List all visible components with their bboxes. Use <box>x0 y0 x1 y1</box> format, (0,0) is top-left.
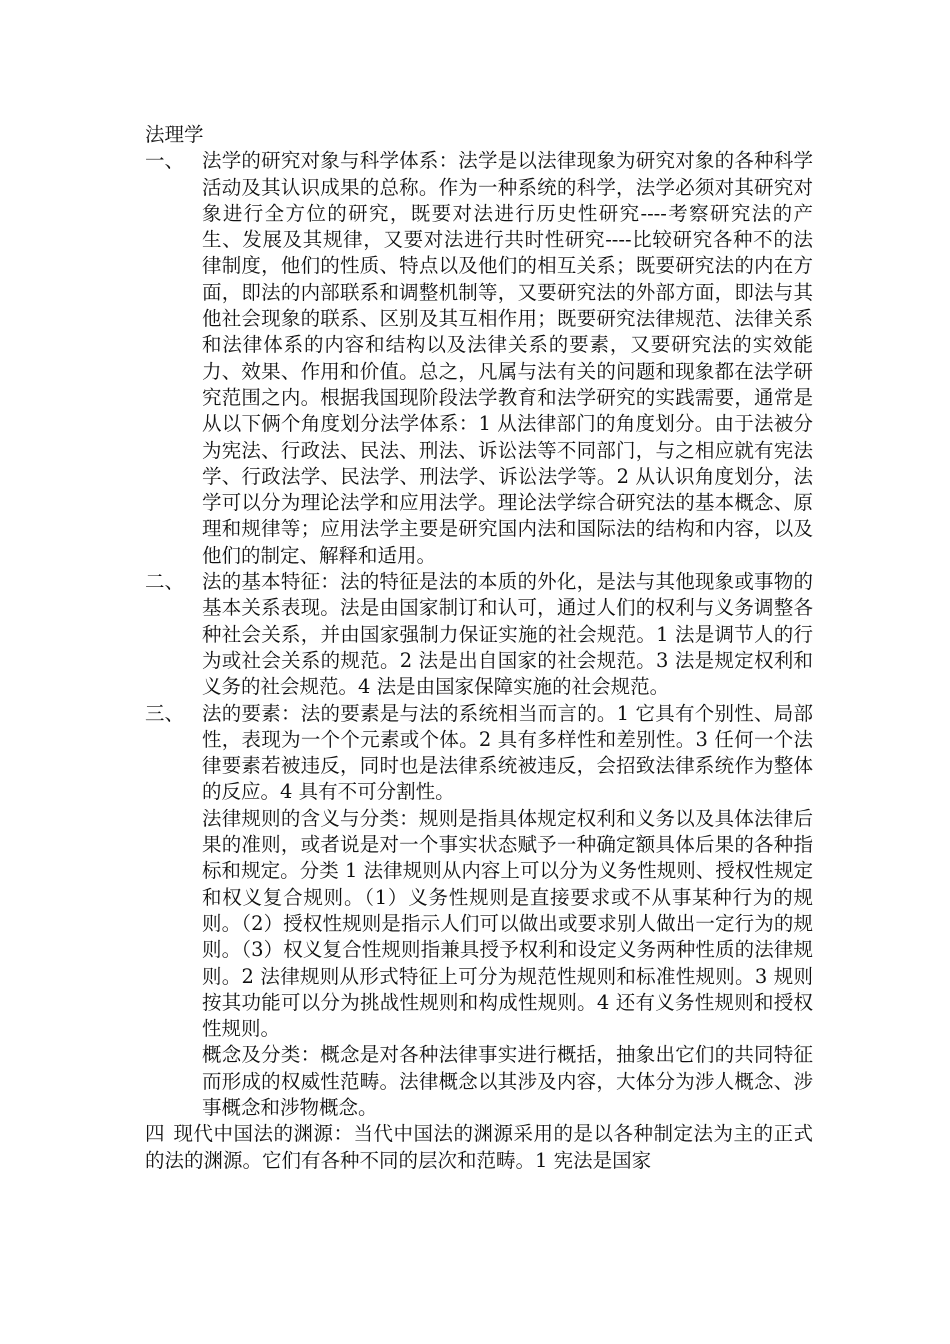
section-1 <box>145 148 813 569</box>
section-marker: 三、 <box>145 701 185 725</box>
section-4 <box>145 1121 813 1174</box>
section-paragraph: 现代中国法的渊源：当代中国法的渊源采用的是以各种制定法为主的正式的法的渊源。它们有各种不同的层次和范畴。1 宪法是国家 <box>145 1122 813 1172</box>
section-paragraph: 概念及分类：概念是对各种法律事实进行概括，抽象出它们的共同特征而形成的权威性范畴。法律概念以其涉及内容，大体分为涉人概念、涉事概念和涉物概念。 <box>202 1043 813 1119</box>
section-2 <box>145 569 813 700</box>
section-paragraph: 法学的研究对象与科学体系：法学是以法律现象为研究对象的各种科学活动及其认识成果的总称。作为一种系统的科学，法学必须对其研究对象进行全方位的研究，既要对法进行历史性研究----考察研究法的产生、发展及其规律，又要对法进行共时性研究----比较研究各种不的法律制度，他们的性质、特点以及他们的相互关系；既要研究法的内在方面，即法的内部联系和调整机制等，又要研究法的外部方面，即法与其他社会现象的联系、区别及其互相作用；既要研究法律规范、法律关系和法律体系的内容和结构以及法律关系的要素，又要研究法的实效能力、效果、作用和价值。总之，凡属与法有关的问题和现象都在法学研究范围之内。根据我国现阶段法学教育和法学研究的实践需要，通常是从以下俩个角度划分法学体系：1 从法律部门的角度划分。由于法被分为宪法、行政法、民法、刑法、诉讼法等不同部门，与之相应就有宪法学、行政法学、民法学、刑法学、诉讼法学等。2 从认识角度划分，法学可以分为理论法学和应用法学。理论法学综合研究法的基本概念、原理和规律等；应用法学主要是研究国内法和国际法的结构和内容，以及他们的制定、解释和适用。 <box>202 149 813 567</box>
document-title: 法理学 <box>145 123 204 146</box>
section-marker: 二、 <box>145 570 185 594</box>
section-paragraph: 法律规则的含义与分类：规则是指具体规定权利和义务以及具体法律后果的准则，或者说是对一个事实状态赋予一种确定额具体后果的各种指标和规定。分类 1 法律规则从内容上可以分为义务性规则、授权性规定和权义复合规则。（1）义务性规则是直接要求或不从事某种行为的规则。（2）授权性规则是指示人们可以做出或要求别人做出一定行为的规则。（3）权义复合性规则指兼具授予权利和设定义务两种性质的法律规则。2 法律规则从形式特征上可分为规范性规则和标准性规则。3 规则按其功能可以分为挑战性规则和构成性规则。4 还有义务性规则和授权性规则。 <box>202 806 813 1041</box>
section-paragraph: 法的要素：法的要素是与法的系统相当而言的。1 它具有个别性、局部性，表现为一个个元素或个体。2 具有多样性和差别性。3 任何一个法律要素若被违反，同时也是法律系统被违反，会招致法律系统作为整体的反应。4 具有不可分割性。 <box>202 701 813 804</box>
section-3 <box>145 701 813 1122</box>
section-marker: 一、 <box>145 149 185 173</box>
section-paragraph: 法的基本特征：法的特征是法的本质的外化，是法与其他现象或事物的基本关系表现。法是由国家制订和认可，通过人们的权利与义务调整各种社会关系，并由国家强制力保证实施的社会规范。1 法是调节人的行为或社会关系的规范。2 法是出自国家的社会规范。3 法是规定权利和义务的社会规范。4 法是由国家保障实施的社会规范。 <box>202 570 813 699</box>
section-marker: 四 <box>145 1122 165 1146</box>
document-body <box>145 122 813 1174</box>
